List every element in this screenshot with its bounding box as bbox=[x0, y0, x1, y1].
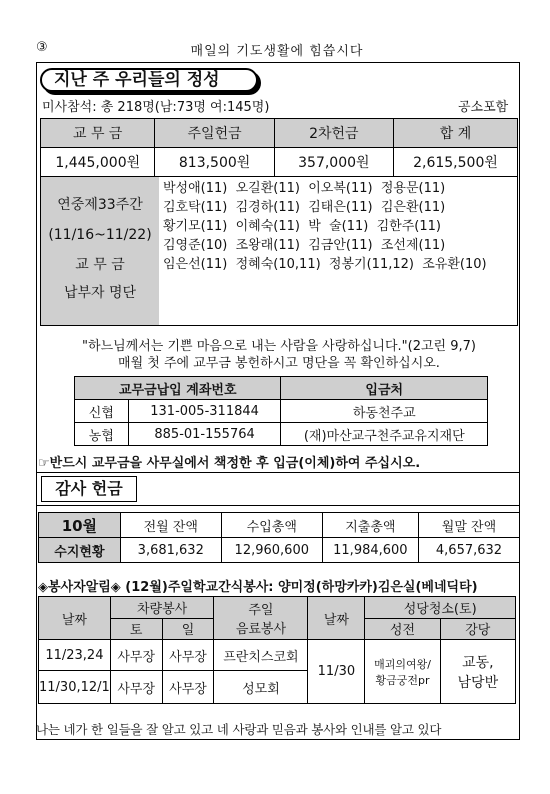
volunteer-title: ◈봉사자알림◈ (12월)주일학교간식봉사: 양미정(하망카카)김은실(베네딕타) bbox=[38, 580, 478, 595]
contributors-label-line: (11/16~11/22) bbox=[48, 227, 152, 243]
monthly-header: 월말 잔액 bbox=[418, 513, 519, 538]
vol-drink: 성모회 bbox=[214, 671, 308, 704]
accounts-header-payee: 입금처 bbox=[281, 377, 488, 400]
offering-value-tithe: 1,445,000원 bbox=[41, 148, 155, 177]
vol-sanctuary-line2: 황금궁전pr bbox=[375, 673, 430, 687]
vol-header-date2: 날짜 bbox=[308, 597, 365, 640]
contributors-label-line: 연중제33주간 bbox=[57, 197, 143, 213]
accounts-header-number: 교무금납입 계좌번호 bbox=[75, 377, 281, 400]
monthly-value: 11,984,600 bbox=[322, 538, 418, 563]
contributor-row: 임은선(11) 정혜숙(10,11) 정봉기(11,12) 조유환(10) bbox=[163, 257, 487, 272]
contributors-names bbox=[163, 179, 487, 274]
monthly-label-status: 수지현황 bbox=[39, 538, 121, 563]
vol-drink: 프란치스코회 bbox=[214, 640, 308, 671]
vol-header-vehicle: 차량봉사 bbox=[110, 597, 214, 619]
vol-sanctuary-line1: 매괴의여왕/ bbox=[374, 657, 431, 671]
payment-notice: ☞반드시 교무금을 사무실에서 책정한 후 입금(이체)하여 주십시오. bbox=[38, 456, 421, 471]
monthly-value: 12,960,600 bbox=[221, 538, 322, 563]
offering-header-second: 2차헌금 bbox=[274, 119, 393, 148]
vol-header-drink-line2: 음료봉사 bbox=[235, 622, 287, 637]
verse bbox=[40, 338, 518, 372]
contributors-box bbox=[40, 176, 518, 326]
vol-header-date: 날짜 bbox=[39, 597, 111, 640]
accounts-table bbox=[74, 376, 488, 446]
account-bank: 신협 bbox=[75, 400, 129, 423]
offering-header-sunday: 주일헌금 bbox=[155, 119, 274, 148]
contributors-label bbox=[41, 177, 159, 325]
offerings-table bbox=[40, 118, 518, 177]
section-title: 지난 주 우리들의 정성 bbox=[40, 68, 258, 92]
monthly-value: 4,657,632 bbox=[418, 538, 519, 563]
vol-sat: 사무장 bbox=[110, 671, 162, 704]
account-number: 131-005-311844 bbox=[128, 400, 281, 423]
contributor-row: 박성애(11) 오길환(11) 이오복(11) 정용문(11) bbox=[163, 181, 446, 196]
vol-header-drink bbox=[214, 597, 308, 640]
account-payee: (재)마산교구천주교유지재단 bbox=[281, 423, 488, 446]
mass-attendance: 미사참석: 총 218명(남:73명 여:145명) bbox=[42, 100, 270, 115]
vol-sun: 사무장 bbox=[162, 671, 214, 704]
vol-header-hall: 강당 bbox=[440, 618, 515, 640]
mass-attendance-note: 공소포함 bbox=[458, 100, 509, 115]
vol-header-sat: 토 bbox=[110, 618, 162, 640]
offering-value-sunday: 813,500원 bbox=[155, 148, 274, 177]
footer-verse: 나는 네가 한 일들을 잘 알고 있고 네 사랑과 믿음과 봉사와 인내를 알고 있다 bbox=[36, 722, 442, 737]
offering-header-tithe: 교 무 금 bbox=[41, 119, 155, 148]
page-number: ③ bbox=[36, 40, 48, 55]
vol-date: 11/30,12/1 bbox=[39, 671, 111, 704]
monthly-table bbox=[38, 512, 520, 563]
motto: 매일의 기도생활에 힘씁시다 bbox=[190, 44, 364, 59]
contributor-row: 김영준(10) 조왕래(11) 김금안(11) 조선제(11) bbox=[163, 238, 446, 253]
vol-sanctuary bbox=[365, 640, 440, 704]
vol-hall-line1: 교동, bbox=[462, 654, 494, 671]
account-payee: 하동천주교 bbox=[281, 400, 488, 423]
contributor-row: 황기모(11) 이혜숙(11) 박 술(11) 김한주(11) bbox=[163, 219, 441, 234]
contributors-label-line: 교 무 금 bbox=[75, 257, 125, 273]
vol-hall-line2: 남당반 bbox=[457, 674, 499, 691]
monthly-header: 수입총액 bbox=[221, 513, 322, 538]
account-bank: 농협 bbox=[75, 423, 129, 446]
vol-header-clean: 성당청소(토) bbox=[365, 597, 516, 619]
vol-header-drink-line1: 주일 bbox=[248, 603, 274, 618]
audit-offering-label: 감사 헌금 bbox=[41, 476, 137, 502]
offering-value-second: 357,000원 bbox=[274, 148, 393, 177]
verse-line-1: "하느님께서는 기쁜 마음으로 내는 사람을 사랑하십니다."(2고린 9,7) bbox=[82, 339, 476, 354]
contributor-row: 김호탁(11) 김경하(11) 김태은(11) 김은환(11) bbox=[163, 200, 446, 215]
audit-offering-box bbox=[36, 472, 520, 506]
vol-clean-date: 11/30 bbox=[308, 640, 365, 704]
verse-line-2: 매월 첫 주에 교무금 봉헌하시고 명단을 꼭 확인하십시오. bbox=[118, 356, 440, 371]
vol-header-sanctuary: 성전 bbox=[365, 618, 440, 640]
account-number: 885-01-155764 bbox=[128, 423, 281, 446]
vol-date: 11/23,24 bbox=[39, 640, 111, 671]
monthly-header: 지출총액 bbox=[322, 513, 418, 538]
monthly-label-month: 10월 bbox=[39, 513, 121, 538]
contributors-label-line: 납부자 명단 bbox=[63, 285, 137, 301]
monthly-value: 3,681,632 bbox=[120, 538, 221, 563]
vol-hall bbox=[440, 640, 515, 704]
vol-sun: 사무장 bbox=[162, 640, 214, 671]
volunteer-table bbox=[38, 596, 516, 704]
monthly-header: 전월 잔액 bbox=[120, 513, 221, 538]
vol-header-sun: 일 bbox=[162, 618, 214, 640]
vol-sat: 사무장 bbox=[110, 640, 162, 671]
offering-header-total: 합 계 bbox=[393, 119, 517, 148]
page-header bbox=[36, 40, 518, 59]
offering-value-total: 2,615,500원 bbox=[393, 148, 517, 177]
